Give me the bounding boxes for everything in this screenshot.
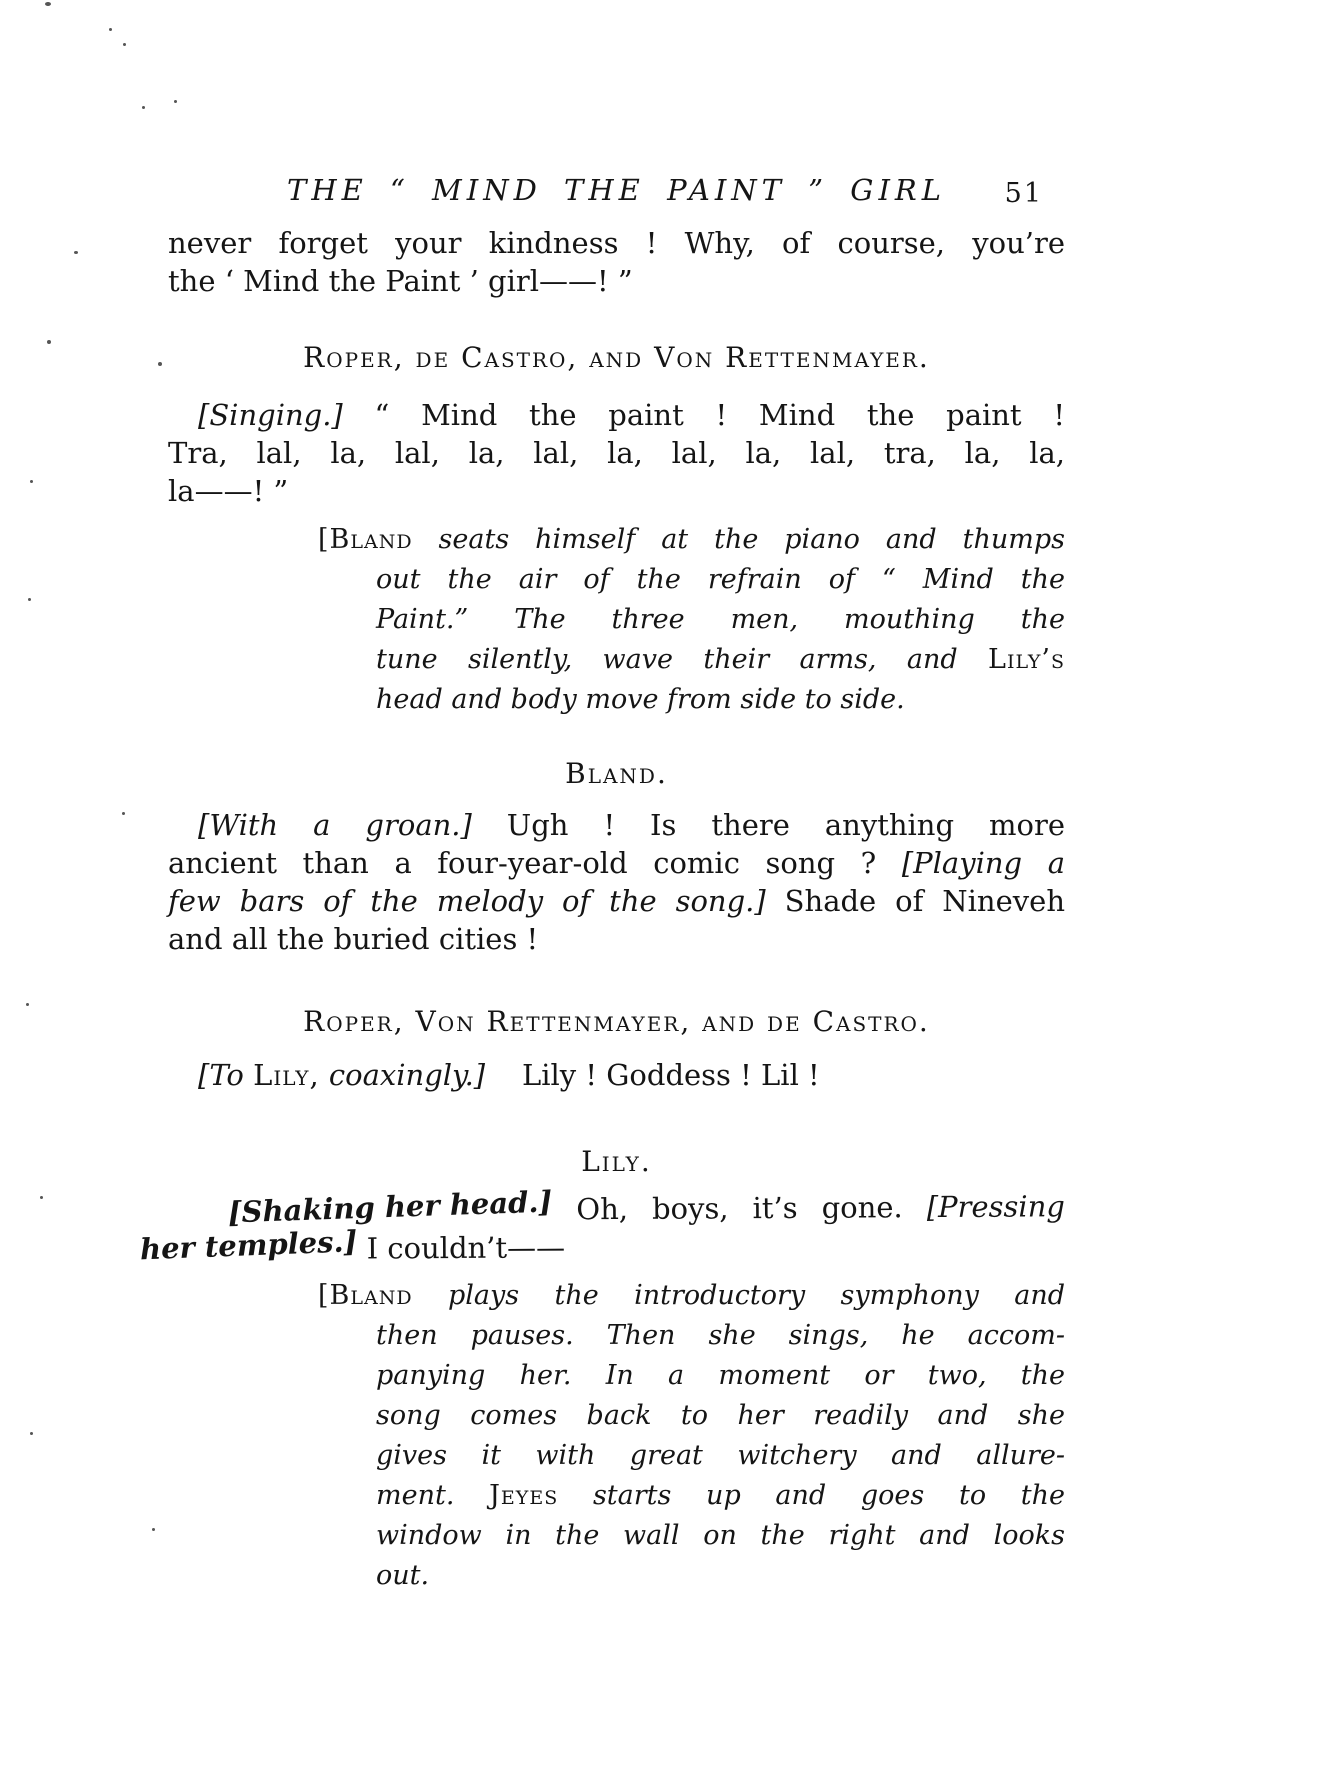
- text-line: [168, 472, 1065, 510]
- text-run: window in the wall on the right and looks: [376, 1520, 1065, 1551]
- text-run: seats himself at the piano and thumps: [438, 524, 1065, 555]
- text-line: [376, 1316, 1065, 1356]
- stage-cue-run: [Playing a: [901, 846, 1065, 880]
- text-line: [168, 396, 1065, 434]
- scan-speck: [152, 1528, 155, 1531]
- character-heading-roper-vonrettenmayer-decastro: Roper, Von Rettenmayer, and de Castro.: [303, 1005, 930, 1038]
- text-line: [168, 882, 1065, 920]
- speech-paragraph-singing: [168, 396, 1065, 510]
- scan-speck: [123, 43, 126, 46]
- text-line: [168, 262, 1065, 300]
- character-heading-bland: Bland.: [565, 757, 668, 790]
- text-run: out.: [376, 1560, 430, 1591]
- text-run: ment.: [376, 1480, 455, 1511]
- character-name-run: [Bland: [318, 1280, 413, 1311]
- scan-speck: [142, 106, 145, 109]
- text-run: “ Mind the paint ! Mind the paint !: [374, 398, 1065, 432]
- running-header: [168, 172, 1065, 208]
- scan-speck: [74, 251, 78, 254]
- speech-paragraph-lily: [139, 1184, 1065, 1268]
- text-run: song comes back to her readily and she: [376, 1400, 1065, 1431]
- text-run: Paint.” The three men, mouthing the: [376, 604, 1065, 635]
- text-run: never forget your kindness ! Why, of course, you’re: [168, 226, 1065, 260]
- text-run: Oh, boys, it’s gone.: [576, 1190, 903, 1227]
- text-column: [139, 172, 1065, 1596]
- scan-speck: [40, 1196, 43, 1199]
- text-line: [168, 1056, 1065, 1094]
- text-line: [376, 1396, 1065, 1436]
- scan-speck: [30, 480, 33, 483]
- text-run: out the air of the refrain of “ Mind the: [376, 564, 1065, 595]
- text-run: Tra, lal, la, lal, la, lal, la, lal, la, lal, tra, la, la,: [168, 436, 1065, 470]
- text-run: panying her. In a moment or two, the: [376, 1360, 1065, 1391]
- text-run: gives it with great witchery and allure-: [376, 1440, 1065, 1471]
- text-line: [376, 560, 1065, 600]
- text-line: [376, 1516, 1065, 1556]
- character-name-run: Lily’s: [988, 644, 1065, 675]
- character-heading-roper-decastro-vonrettenmayer: Roper, de Castro, and Von Rettenmayer.: [303, 341, 930, 374]
- stage-cue-run: few bars of the melody of the song.]: [168, 884, 766, 918]
- text-line: [376, 1356, 1065, 1396]
- text-line: [376, 1436, 1065, 1476]
- scan-speck: [28, 598, 31, 601]
- text-line: [168, 434, 1065, 472]
- stage-cue-run: [With a groan.]: [198, 808, 472, 842]
- text-line: [318, 1276, 1065, 1316]
- scan-speck: [158, 362, 162, 366]
- text-line: [376, 640, 1065, 680]
- scan-speck: [47, 340, 51, 344]
- stage-cue-run: her temples.]: [139, 1224, 358, 1267]
- scan-speck: [26, 1003, 29, 1006]
- text-line: [376, 600, 1065, 640]
- text-run: plays the introductory symphony and: [447, 1280, 1065, 1311]
- text-line: [376, 1476, 1065, 1516]
- stage-direction-song-jeyes-window: [318, 1276, 1065, 1596]
- stage-cue-run: [Singing.]: [198, 398, 343, 432]
- text-line: [376, 1556, 1065, 1596]
- speech-paragraph-continued: [168, 224, 1065, 300]
- character-heading-lily: Lily.: [581, 1145, 652, 1178]
- character-name-run: Jeyes: [489, 1480, 559, 1511]
- stage-cue-run: [Shaking her head.]: [227, 1184, 553, 1230]
- text-run: head and body move from side to side.: [376, 684, 905, 715]
- stage-cue-run: coaxingly.]: [328, 1058, 486, 1092]
- scan-speck: [122, 812, 125, 815]
- text-line: [168, 844, 1065, 882]
- character-name-run: Lily,: [253, 1058, 320, 1092]
- speech-paragraph-bland: [168, 806, 1065, 958]
- text-run: starts up and goes to the: [592, 1480, 1065, 1511]
- text-run: and all the buried cities !: [168, 922, 539, 956]
- text-line: [376, 680, 1065, 720]
- text-line: [139, 1224, 1065, 1268]
- text-run: Lily ! Goddess ! Lil !: [494, 1058, 820, 1092]
- stage-cue-run: [Pressing: [926, 1189, 1065, 1225]
- text-run: Ugh ! Is there anything more: [506, 808, 1065, 842]
- stage-cue-run: [To: [198, 1058, 244, 1092]
- scan-speck: [109, 28, 112, 31]
- text-run: Shade of Nineveh: [784, 884, 1065, 918]
- speech-paragraph-coaxing: [168, 1056, 1065, 1094]
- text-line: [168, 806, 1065, 844]
- text-line: [168, 224, 1065, 262]
- text-run: tune silently, wave their arms, and: [376, 644, 958, 675]
- text-run: then pauses. Then she sings, he accom-: [376, 1320, 1065, 1351]
- scan-speck: [45, 2, 51, 6]
- text-line: [318, 520, 1065, 560]
- text-run: the ‘ Mind the Paint ’ girl——! ”: [168, 264, 633, 298]
- text-run: I couldn’t——: [366, 1230, 566, 1266]
- character-name-run: [Bland: [318, 524, 413, 555]
- text-line: [168, 920, 1065, 958]
- page-number: 51: [1004, 178, 1043, 209]
- text-run: la——! ”: [168, 474, 289, 508]
- scan-speck: [30, 1432, 33, 1435]
- page-title: THE “ MIND THE PAINT ” GIRL: [286, 173, 947, 207]
- scan-speck: [174, 100, 177, 103]
- stage-direction-bland-piano: [318, 520, 1065, 720]
- text-run: ancient than a four-year-old comic song ?: [168, 846, 877, 880]
